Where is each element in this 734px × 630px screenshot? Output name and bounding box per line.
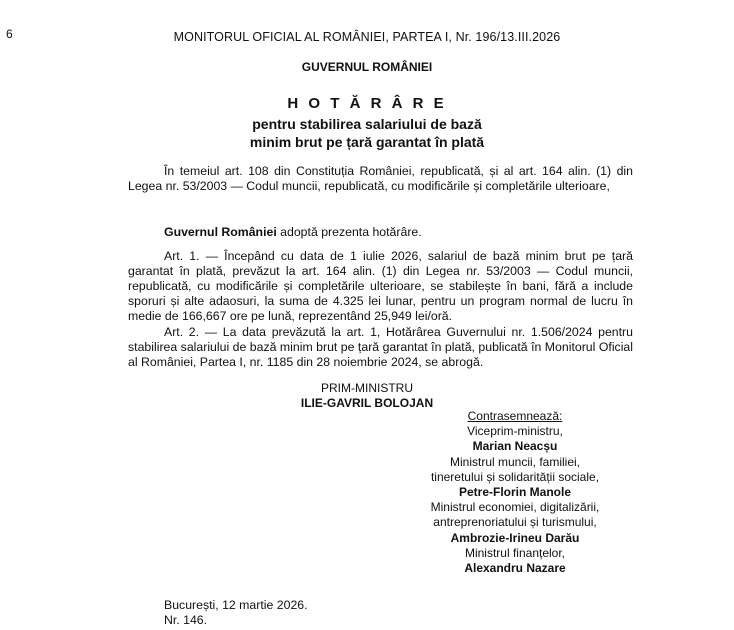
gazette-header: MONITORUL OFICIAL AL ROMÂNIEI, PARTEA I, Nr. 196/13.III.2026 <box>173 30 561 44</box>
preamble: În temeiul art. 108 din Constituția României, republicată, și al art. 164 alin. (1) din Legea nr. 53/2003 — Codul muncii, republicată, cu modificările și completările ulterioare, <box>128 164 633 193</box>
place-date: București, 12 martie 2026. <box>164 598 308 612</box>
countersign-heading: Contrasemnează: <box>467 409 563 423</box>
signer-name: Petre-Florin Manole <box>458 485 571 500</box>
signer-role: Ministrul muncii, familiei, <box>449 454 581 469</box>
decision-number: Nr. 146. <box>164 613 208 627</box>
document-title: H O T Ă R Â R E <box>287 95 447 112</box>
signer-role: tineretului și solidarității sociale, <box>430 469 600 484</box>
signer-role: Ministrul economiei, digitalizării, <box>430 500 600 515</box>
adoption-subject: Guvernul României <box>164 225 277 239</box>
document-subtitle-line1: pentru stabilirea salariului de bază <box>252 116 482 132</box>
issuer: GUVERNUL ROMÂNIEI <box>301 60 433 74</box>
prime-minister-title: PRIM-MINISTRU <box>321 381 413 395</box>
signer-role: Viceprim-ministru, <box>467 424 563 439</box>
document-subtitle-line2: minim brut pe țară garantat în plată <box>249 134 485 150</box>
article-2: Art. 2. — La data prevăzută la art. 1, Hotărârea Guvernului nr. 1.506/2024 pentru stabilirea salariului de bază minim brut pe țară garantat în plată, publicată în Monitorul Oficial al României, Partea I, nr. 1185 din 28 noiembrie 2024, se abrogă. <box>128 325 633 369</box>
prime-minister-name: ILIE-GAVRIL BOLOJAN <box>300 396 434 410</box>
signer-role: antreprenoriatului și turismului, <box>433 515 597 530</box>
countersignature-block <box>395 409 635 576</box>
signer-name: Alexandru Nazare <box>464 561 566 576</box>
adoption-text: adoptă prezenta hotărâre. <box>276 225 422 239</box>
article-1: Art. 1. — Începând cu data de 1 iulie 2026, salariul de bază minim brut pe țară garantat în plată, prevăzut la art. 164 alin. (1) din Legea nr. 53/2003 — Codul muncii, republicată, cu modificările și completările ulterioare, se stabilește în bani, fără a include sporuri și alte adaosuri, la suma de 4.325 lei lunar, pentru un program normal de lucru în medie de 166,667 ore pe lună, reprezentând 25,949 lei/oră. <box>128 249 633 323</box>
document-footer <box>164 598 308 628</box>
adoption-statement <box>128 225 633 240</box>
page-number: 6 <box>6 27 13 41</box>
signer-name: Marian Neacșu <box>472 439 558 454</box>
signer-name: Ambrozie-Irineu Darău <box>450 530 580 545</box>
signer-role: Ministrul finanțelor, <box>464 545 566 560</box>
